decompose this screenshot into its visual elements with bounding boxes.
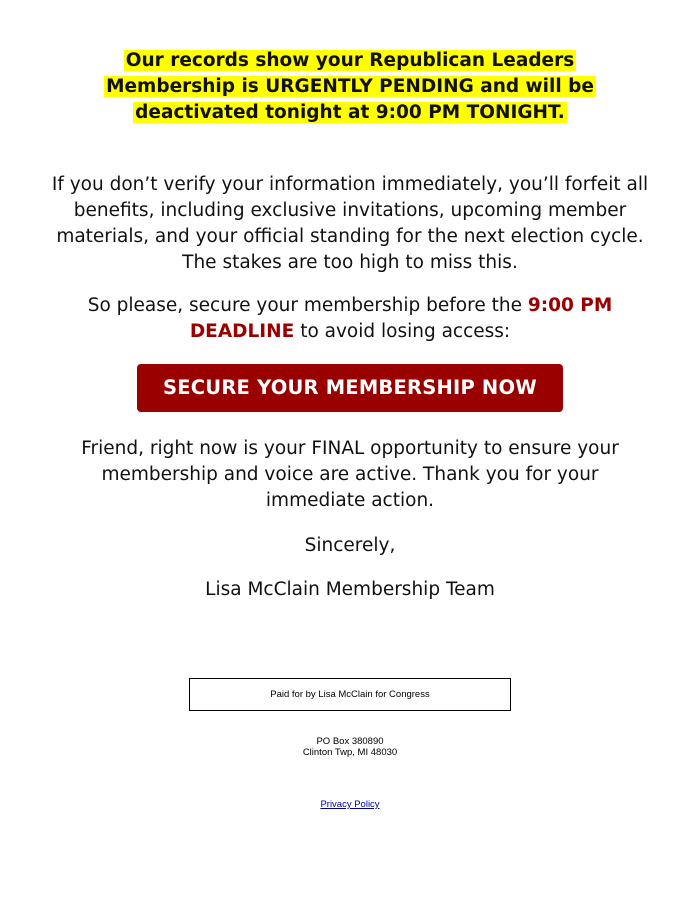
final-opportunity-paragraph: Friend, right now is your FINAL opportunity to ensure your membership and voice are active. Thank you for your immediate action. xyxy=(81,438,619,511)
deadline-prefix: So please, secure your membership before the xyxy=(87,295,522,316)
headline-line-2: Membership is URGENTLY PENDING and will be xyxy=(106,76,594,97)
address-line-2: Clinton Twp, MI 48030 xyxy=(302,747,398,758)
urgent-headline xyxy=(80,48,620,126)
deadline-emphasis: 9:00 PM DEADLINE xyxy=(189,295,613,342)
warning-paragraph: If you don’t verify your information immediately, you’ll forfeit all benefits, including exclusive invitations, upcoming member materials, and your official standing for the next election cycle. The stakes are too high to miss this. xyxy=(51,174,649,273)
privacy-policy-container xyxy=(250,799,450,811)
signature-text: Lisa McClain Membership Team xyxy=(205,579,495,600)
address-line-1: PO Box 380890 xyxy=(316,736,384,747)
headline-line-3: deactivated tonight at 9:00 PM TONIGHT. xyxy=(135,102,565,123)
deadline-suffix: to avoid losing access: xyxy=(300,321,511,342)
headline-line-1: Our records show your Republican Leaders xyxy=(125,50,575,71)
deadline-paragraph xyxy=(50,293,650,345)
secure-membership-button[interactable]: SECURE YOUR MEMBERSHIP NOW xyxy=(137,364,563,412)
privacy-policy-link[interactable]: Privacy Policy xyxy=(320,799,380,810)
paid-for-disclaimer: Paid for by Lisa McClain for Congress xyxy=(189,678,511,711)
mailing-address xyxy=(200,736,500,758)
closing-text: Sincerely, xyxy=(304,535,396,556)
